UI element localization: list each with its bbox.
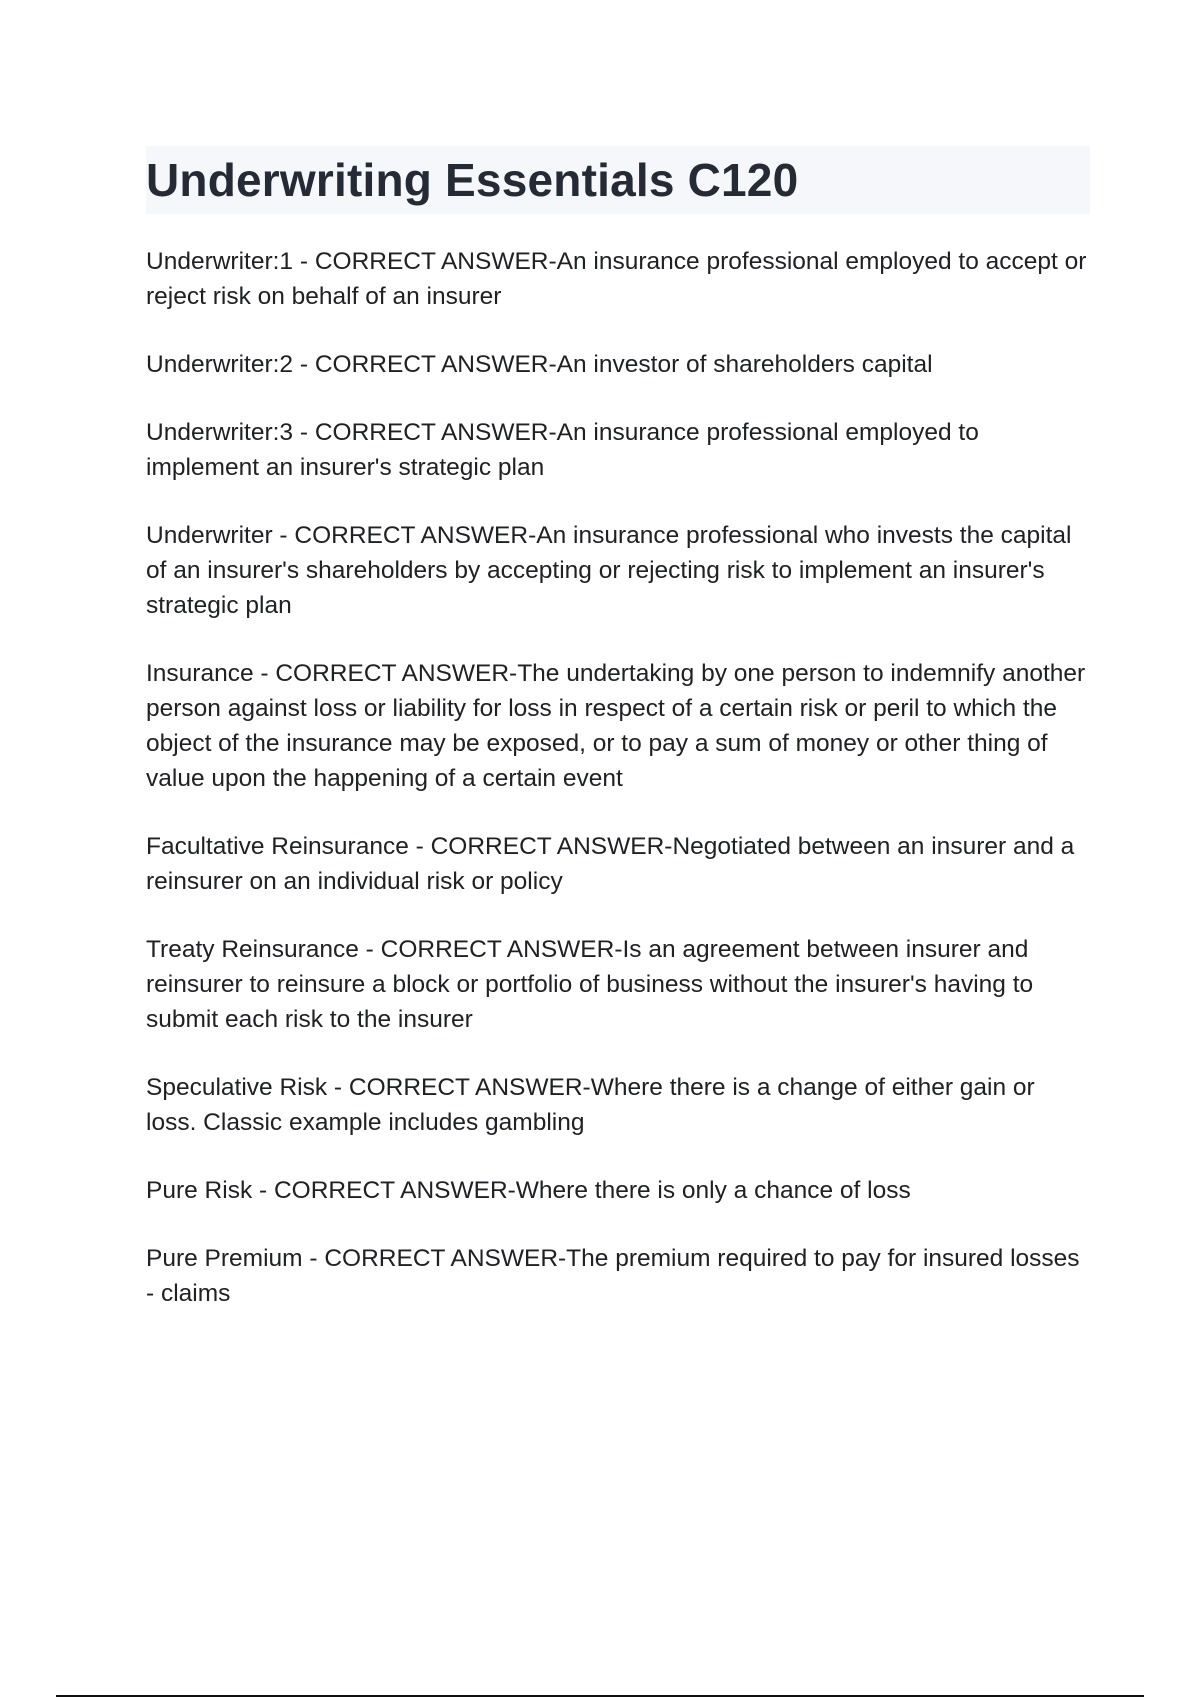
qa-entry-text: Insurance - CORRECT ANSWER-The undertaking by one person to indemnify another person against loss or liability for loss in respect of a certain risk or peril to which the object of the insurance may be exposed, or to pay a sum of money or other thing of value upon the happening of a certain event (146, 660, 1086, 792)
qa-entry-text: Treaty Reinsurance - CORRECT ANSWER-Is an agreement between insurer and reinsurer to reinsure a block or portfolio of business without the insurer's having to submit each risk to the insurer (146, 936, 1034, 1033)
qa-entry (146, 932, 1090, 1037)
qa-entry (146, 347, 1090, 382)
qa-entry-text: Underwriter:3 - CORRECT ANSWER-An insurance professional employed to implement an insurer's strategic plan (146, 419, 979, 481)
qa-entry (146, 415, 1090, 485)
footer-divider (56, 1695, 1144, 1697)
qa-entry (146, 1070, 1090, 1140)
document-title: Underwriting Essentials C120 (146, 154, 799, 206)
qa-list (146, 244, 1090, 1344)
qa-entry-text: Facultative Reinsurance - CORRECT ANSWER-Negotiated between an insurer and a reinsurer on an individual risk or policy (146, 833, 1075, 895)
qa-entry-text: Pure Premium - CORRECT ANSWER-The premium required to pay for insured losses - claims (146, 1245, 1080, 1307)
qa-entry (146, 656, 1090, 796)
qa-entry-text: Underwriter:2 - CORRECT ANSWER-An investor of shareholders capital (146, 351, 933, 378)
qa-entry-text: Speculative Risk - CORRECT ANSWER-Where there is a change of either gain or loss. Classic example includes gambling (146, 1074, 1035, 1136)
qa-entry (146, 1173, 1090, 1208)
qa-entry (146, 829, 1090, 899)
qa-entry-text: Pure Risk - CORRECT ANSWER-Where there is only a chance of loss (146, 1177, 911, 1204)
qa-entry (146, 1241, 1090, 1311)
qa-entry-text: Underwriter:1 - CORRECT ANSWER-An insurance professional employed to accept or reject risk on behalf of an insurer (146, 248, 1087, 310)
qa-entry (146, 518, 1090, 623)
qa-entry (146, 244, 1090, 314)
qa-entry-text: Underwriter - CORRECT ANSWER-An insurance professional who invests the capital of an insurer's shareholders by accepting or rejecting risk to implement an insurer's strategic plan (146, 522, 1072, 619)
